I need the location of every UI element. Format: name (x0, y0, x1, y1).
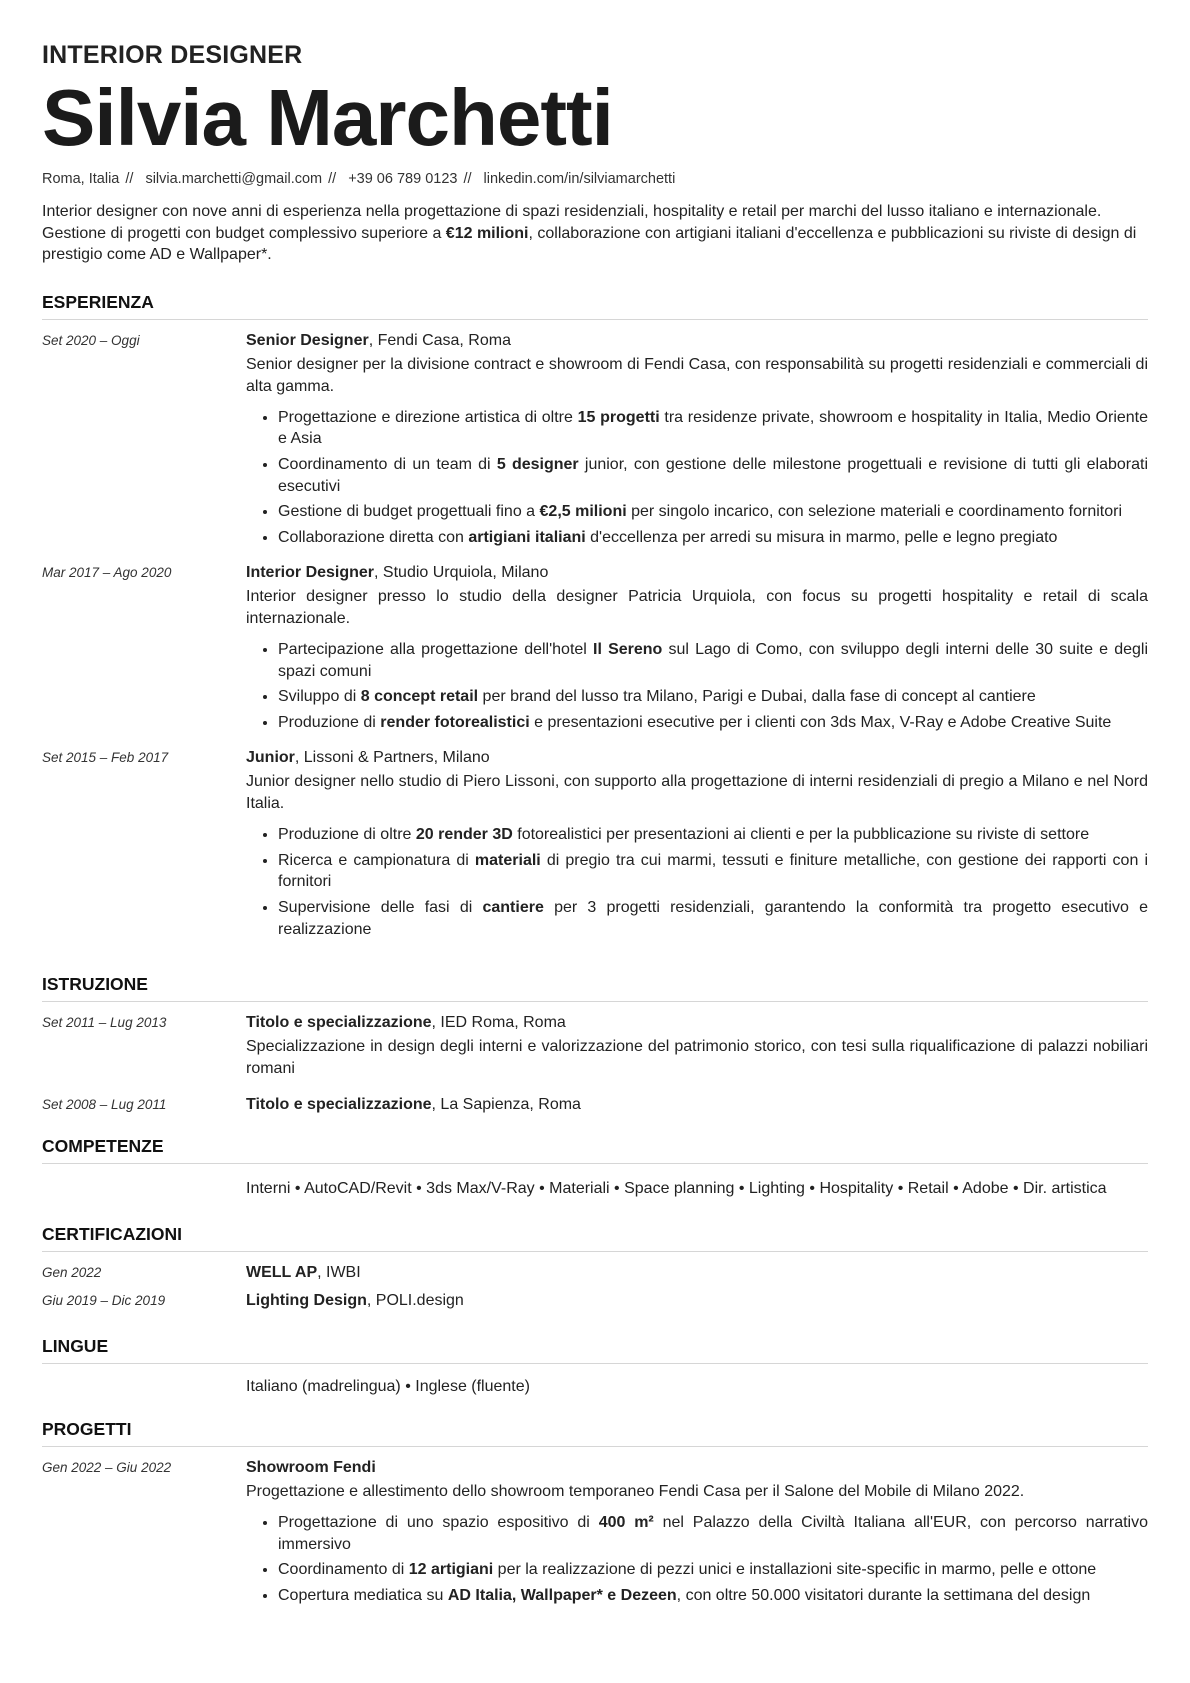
bullet-text: nel Palazzo della Civiltà Italiana all'EUR, con percorso narrativo immersivo (278, 1514, 1149, 1553)
entry-role: Showroom Fendi (246, 1459, 376, 1477)
entry-body (246, 1262, 1148, 1284)
entry-body (246, 562, 1148, 737)
resume-header (42, 40, 1148, 266)
entry-date: Gen 2022 (42, 1264, 102, 1280)
contact-email[interactable]: silvia.marchetti@gmail.com (145, 171, 323, 187)
bullet-item (278, 850, 1148, 893)
education-section (42, 974, 1148, 1116)
bullet-text: Gestione di budget progettuali fino a (278, 503, 540, 521)
section-title: LINGUE (42, 1336, 1148, 1364)
bullet-text: Progettazione di uno spazio espositivo di (278, 1514, 599, 1532)
entry-org: , IED Roma, Roma (431, 1014, 566, 1032)
entry-bullets (246, 1512, 1148, 1606)
certification-entry (42, 1290, 1148, 1312)
entry-role: WELL AP (246, 1263, 318, 1281)
bullet-item (278, 1559, 1148, 1581)
experience-entry (42, 562, 1148, 737)
bullet-highlight: 20 render 3D (415, 826, 513, 844)
bullet-text: Produzione di oltre (278, 826, 416, 844)
entry-role: Titolo e specializzazione (246, 1095, 432, 1113)
summary-highlight: €12 milioni (445, 224, 529, 242)
bullet-highlight: materiali (474, 851, 541, 869)
bullet-text: sul Lago di Como, con sviluppo degli interni delle 30 suite e degli spazi comuni (278, 641, 1148, 680)
profile-summary (42, 201, 1148, 266)
bullet-highlight: 8 concept retail (360, 688, 479, 706)
entry-role: Lighting Design (246, 1291, 367, 1309)
languages-section (42, 1336, 1148, 1398)
entry-org: , Fendi Casa, Roma (368, 332, 511, 350)
section-title: COMPETENZE (42, 1136, 1148, 1164)
summary-text: , collaborazione con artigiani italiani d'eccellenza e pubblicazioni su riviste di design di prestigio come AD e Wallpaper*. (42, 224, 1137, 264)
bullet-item (278, 824, 1148, 846)
section-title: ISTRUZIONE (42, 974, 1148, 1002)
section-title: ESPERIENZA (42, 292, 1148, 320)
bullet-highlight: Il Sereno (593, 641, 663, 659)
bullet-text: tra residenze private, showroom e hospitality in Italia, Medio Oriente e Asia (278, 408, 1149, 448)
entry-date: Set 2015 – Feb 2017 (42, 750, 169, 766)
bullet-text: junior, con gestione delle milestone progettuali e revisione di tutti gli elaborati esecutivi (278, 456, 1149, 495)
section-title: CERTIFICAZIONI (42, 1224, 1148, 1252)
bullet-highlight: cantiere (482, 898, 544, 916)
project-entry (42, 1457, 1148, 1610)
bullet-text: Copertura mediatica su (278, 1587, 448, 1604)
contact-separator: // (463, 171, 472, 187)
entry-date: Set 2011 – Lug 2013 (42, 1015, 167, 1031)
entry-date: Mar 2017 – Ago 2020 (42, 565, 172, 581)
entry-heading (246, 1012, 1148, 1034)
bullet-text: Collaborazione diretta con (278, 528, 469, 546)
languages-list: Italiano (madrelingua) • Inglese (fluente) (246, 1377, 530, 1395)
entry-heading (246, 562, 1148, 584)
bullet-text: d'eccellenza per arredi su misura in marmo, pelle e legno pregiato (585, 528, 1058, 546)
certifications-section (42, 1224, 1148, 1312)
contact-separator: // (125, 171, 134, 187)
entry-org: , Studio Urquiola, Milano (374, 564, 549, 582)
bullet-highlight: AD Italia, Wallpaper* e Dezeen (447, 1587, 677, 1604)
entry-body (246, 747, 1148, 944)
bullet-text: per la realizzazione di pezzi unici e installazioni site-specific in marmo, pelle e ottone (493, 1561, 1097, 1579)
bullet-text: per 3 progetti residenziali, garantendo la conformità tra progetto esecutivo e realizzazione (278, 898, 1148, 938)
bullet-highlight: render fotorealistici (380, 713, 530, 731)
job-title: INTERIOR DESIGNER (42, 41, 303, 69)
entry-org: , Lissoni & Partners, Milano (294, 749, 490, 767)
bullet-item (278, 527, 1148, 549)
bullet-item (278, 1585, 1148, 1607)
bullet-text: Produzione di (278, 713, 381, 731)
bullet-highlight: artigiani italiani (468, 528, 586, 546)
skills-list: Interni • AutoCAD/Revit • 3ds Max/V-Ray • Materiali • Space planning • Lighting • Hospitality • Retail • Adobe • Dir. artistica (246, 1179, 1107, 1197)
entry-body (246, 1094, 1148, 1116)
bullet-text: Sviluppo di (278, 688, 361, 706)
entry-org: , La Sapienza, Roma (431, 1095, 581, 1113)
entry-bullets (246, 639, 1148, 733)
experience-entry (42, 330, 1148, 552)
experience-entry (42, 747, 1148, 944)
entry-date: Set 2020 – Oggi (42, 333, 140, 349)
contact-line (42, 170, 1148, 189)
skills-section (42, 1136, 1148, 1200)
entry-date: Giu 2019 – Dic 2019 (42, 1292, 166, 1308)
candidate-name: Silvia Marchetti (42, 73, 613, 162)
entry-body (246, 1290, 1148, 1312)
entry-description: Specializzazione in design degli interni e valorizzazione del patrimonio storico, con tesi sulla riqualificazione di palazzi nobiliari romani (246, 1038, 1148, 1077)
contact-separator: // (328, 171, 337, 187)
bullet-item (278, 639, 1148, 682)
entry-date: Set 2008 – Lug 2011 (42, 1096, 167, 1112)
bullet-item (278, 712, 1148, 734)
entry-role: Interior Designer (246, 564, 375, 582)
bullet-highlight: 5 designer (496, 456, 579, 473)
bullet-text: Coordinamento di (278, 1561, 409, 1579)
bullet-text: e presentazioni esecutive per i clienti con 3ds Max, V-Ray e Adobe Creative Suite (529, 713, 1112, 731)
entry-org: , IWBI (317, 1263, 361, 1281)
entry-body (246, 1012, 1148, 1080)
entry-heading (246, 1457, 1148, 1479)
entry-org: , POLI.design (366, 1291, 464, 1309)
entry-bullets (246, 824, 1148, 940)
entry-body (246, 330, 1148, 552)
bullet-text: Coordinamento di un team di (278, 456, 497, 473)
entry-bullets (246, 407, 1148, 549)
bullet-highlight: €2,5 milioni (539, 503, 627, 521)
bullet-item (278, 454, 1148, 497)
languages-entry (42, 1376, 1148, 1398)
projects-section (42, 1419, 1148, 1610)
contact-location: Roma, Italia (42, 171, 120, 187)
entry-description: Junior designer nello studio di Piero Lissoni, con supporto alla progettazione di interni residenziali di pregio a Milano e nel Nord Italia. (246, 773, 1148, 813)
contact-linkedin[interactable]: linkedin.com/in/silviamarchetti (483, 171, 676, 187)
bullet-item (278, 686, 1148, 708)
education-entry (42, 1094, 1148, 1116)
education-entry (42, 1012, 1148, 1080)
bullet-text: , con oltre 50.000 visitatori durante la settimana del design (676, 1587, 1091, 1604)
entry-role: Titolo e specializzazione (246, 1014, 432, 1032)
bullet-highlight: 15 progetti (577, 408, 660, 426)
bullet-text: per singolo incarico, con selezione materiali e coordinamento fornitori (626, 503, 1123, 521)
entry-heading (246, 1094, 1148, 1116)
contact-phone[interactable]: +39 06 789 0123 (348, 171, 458, 187)
entry-description: Interior designer presso lo studio della designer Patricia Urquiola, con focus su progetti hospitality e retail di scala internazionale. (246, 588, 1148, 628)
bullet-text: Supervisione delle fasi di (278, 898, 483, 916)
section-title: PROGETTI (42, 1419, 1148, 1447)
bullet-text: Progettazione e direzione artistica di oltre (278, 408, 578, 426)
skills-entry (42, 1178, 1148, 1200)
bullet-text: fotorealistici per presentazioni ai clienti e per la pubblicazione su riviste di settore (512, 826, 1090, 844)
entry-description: Progettazione e allestimento dello showroom temporaneo Fendi Casa per il Salone del Mobile di Milano 2022. (246, 1483, 1025, 1501)
bullet-text: Partecipazione alla progettazione dell'hotel (278, 641, 594, 659)
certification-entry (42, 1262, 1148, 1284)
entry-heading (246, 747, 1148, 769)
bullet-text: di pregio tra cui marmi, tessuti e finiture metalliche, con gestione dei rapporti con i fornitori (278, 851, 1149, 891)
bullet-text: per brand del lusso tra Milano, Parigi e Dubai, dalla fase di concept al cantiere (478, 688, 1036, 706)
experience-section (42, 292, 1148, 944)
entry-role: Senior Designer (246, 332, 369, 350)
bullet-highlight: 12 artigiani (408, 1561, 494, 1579)
bullet-highlight: 400 m² (598, 1514, 654, 1532)
entry-heading (246, 330, 1148, 352)
bullet-item (278, 407, 1148, 450)
bullet-item (278, 501, 1148, 523)
entry-role: Junior (246, 749, 295, 767)
bullet-item (278, 1512, 1148, 1555)
bullet-text: Ricerca e campionatura di (278, 851, 475, 869)
entry-description: Senior designer per la divisione contract e showroom di Fendi Casa, con responsabilità su progetti residenziali e commerciali di alta gamma. (246, 356, 1148, 395)
summary-text: Interior designer con nove anni di esperienza nella progettazione di spazi residenziali, hospitality e retail per marchi del lusso italiano e internazionale. Gestione di progetti con budget complessivo superiore a (42, 202, 1102, 242)
bullet-item (278, 897, 1148, 940)
entry-body (246, 1457, 1148, 1610)
entry-date: Gen 2022 – Giu 2022 (42, 1460, 172, 1476)
